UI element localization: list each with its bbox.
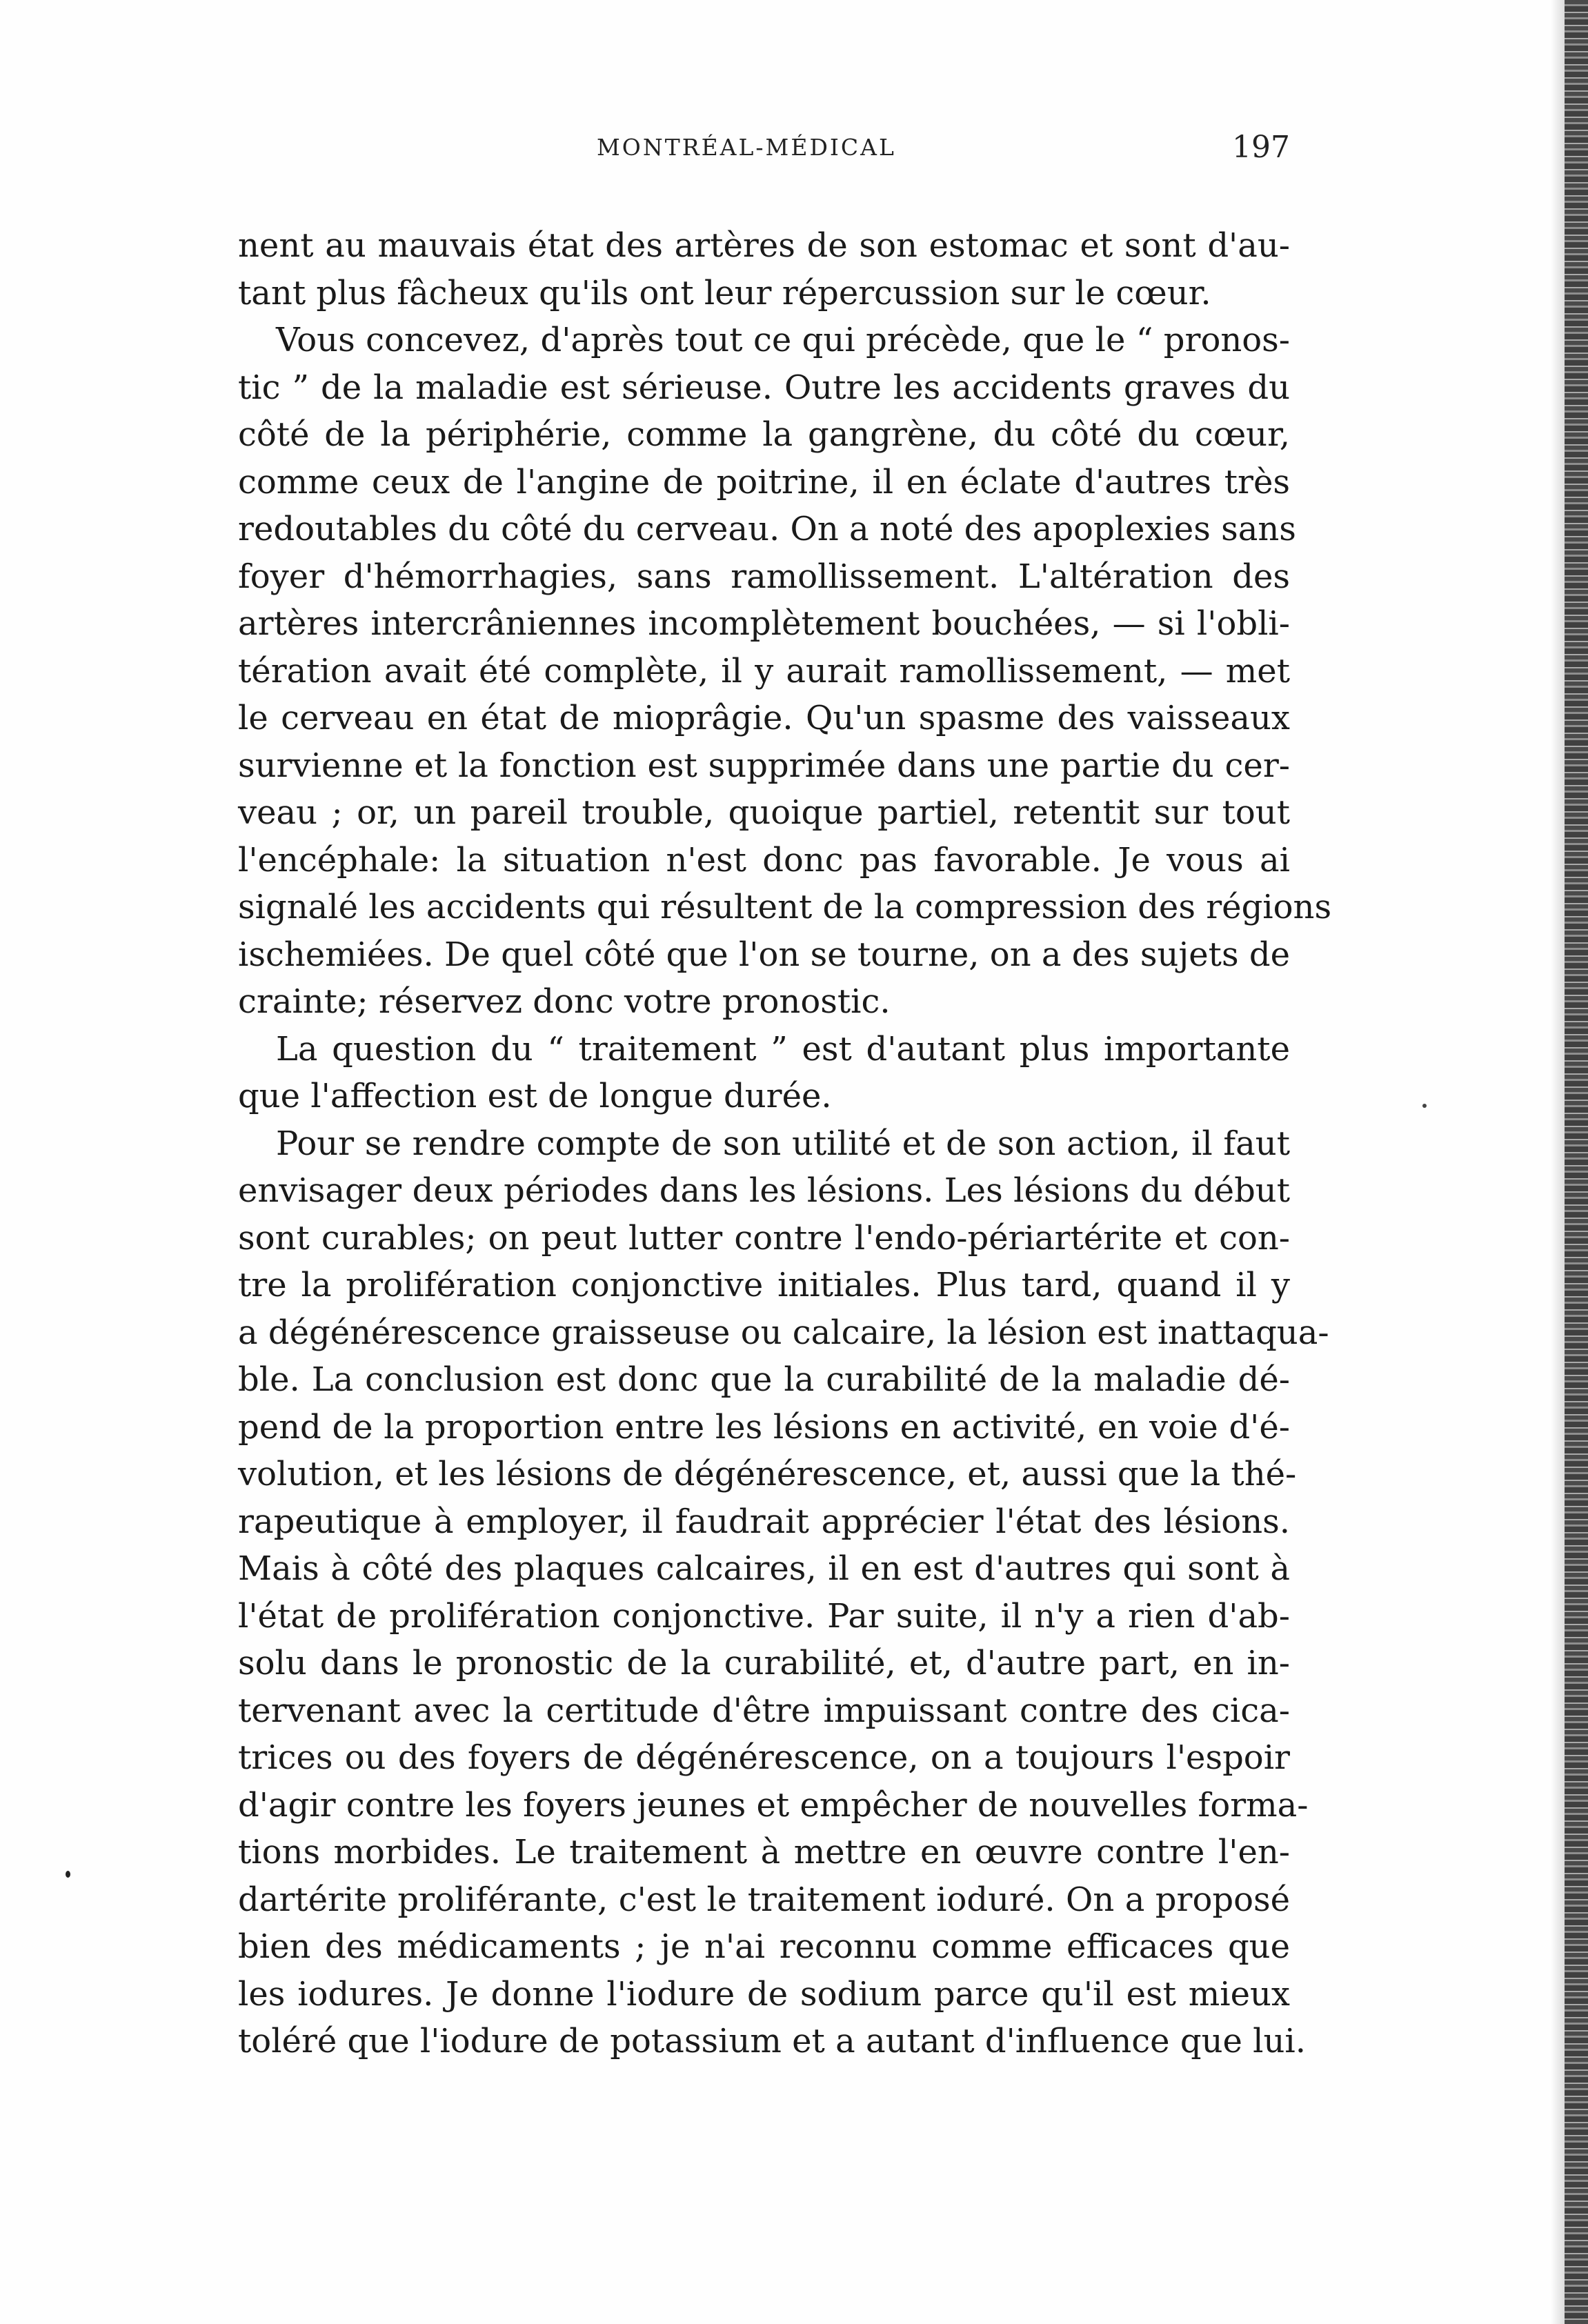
text-line: a dégénérescence graisseuse ou calcaire, la lésion est inattaqua- [238,1313,1329,1352]
text-line: tic ” de la maladie est sérieuse. Outre les accidents graves du [238,368,1290,407]
text-line: envisager deux périodes dans les lésions. Les lésions du début [238,1171,1290,1210]
text-line: Vous concevez, d'après tout ce qui précède, que le “ pronos- [276,321,1290,359]
text-line: foyer d'hémorrhagies, sans ramollissement. L'altération des [238,557,1290,596]
ink-speck [1422,1104,1427,1108]
text-line: toléré que l'iodure de potassium et a autant d'influence que lui. [238,2022,1307,2060]
text-line: Pour se rendre compte de son utilité et de son action, il faut [276,1124,1290,1163]
text-line: le cerveau en état de mioprâgie. Qu'un spasme des vaisseaux [238,699,1290,737]
text-line: crainte; réservez donc votre pronostic. [238,982,891,1021]
text-line: tre la prolifération conjonctive initiales. Plus tard, quand il y [238,1266,1290,1304]
ink-speck [66,1871,70,1878]
text-line: redoutables du côté du cerveau. On a noté des apoplexies sans [238,510,1296,548]
text-line: signalé les accidents qui résultent de la compression des régions [238,888,1332,926]
text-line: les iodures. Je donne l'iodure de sodium parce qu'il est mieux [238,1974,1290,2014]
text-line: côté de la périphérie, comme la gangrène, du côté du cœur, [238,415,1290,454]
text-line: Mais à côté des plaques calcaires, il en est d'autres qui sont à [238,1549,1290,1588]
binding-edge [1565,0,1588,2324]
text-line: survienne et la fonction est supprimée dans une partie du cer- [238,746,1290,785]
page-number: 197 [1232,130,1290,165]
text-line: l'encéphale: la situation n'est donc pas favorable. Je vous ai [238,840,1290,880]
text-line: pend de la proportion entre les lésions en activité, en voie d'é- [238,1407,1290,1447]
text-line: sont curables; on peut lutter contre l'endo-périartérite et con- [238,1218,1290,1258]
text-line: dartérite proliférante, c'est le traitement ioduré. On a proposé [238,1880,1290,1919]
text-line: ble. La conclusion est donc que la curabilité de la maladie dé- [238,1360,1290,1399]
text-line: l'état de prolifération conjonctive. Par suite, il n'y a rien d'ab- [238,1596,1290,1636]
text-line: comme ceux de l'angine de poitrine, il en éclate d'autres très [238,462,1290,501]
page-header [238,130,1290,171]
text-line: tant plus fâcheux qu'ils ont leur répercussion sur le cœur. [238,273,1211,312]
text-line: ischemiées. De quel côté que l'on se tourne, on a des sujets de [238,935,1290,974]
text-line: solu dans le pronostic de la curabilité, et, d'autre part, en in- [238,1644,1290,1682]
text-line: artères intercrâniennes incomplètement bouchées, — si l'obli- [238,604,1290,643]
binding-shadow [1551,0,1565,2324]
text-line: volution, et les lésions de dégénérescence, et, aussi que la thé- [238,1455,1297,1493]
text-line: veau ; or, un pareil trouble, quoique partiel, retentit sur tout [238,793,1290,832]
text-line: que l'affection est de longue durée. [238,1077,832,1115]
text-line: trices ou des foyers de dégénérescence, on a toujours l'espoir [238,1738,1290,1777]
text-line: tervenant avec la certitude d'être impuissant contre des cica- [238,1691,1290,1730]
body-text [238,222,1332,2065]
text-line: nent au mauvais état des artères de son estomac et sont d'au- [238,226,1290,265]
text-line: rapeutique à employer, il faudrait apprécier l'état des lésions. [238,1502,1290,1541]
text-line: bien des médicaments ; je n'ai reconnu comme efficaces que [238,1927,1290,1966]
text-line: tération avait été complète, il y aurait ramollissement, — met [238,651,1290,691]
running-head: MONTRÉAL-MÉDICAL [597,134,896,161]
text-line: d'agir contre les foyers jeunes et empêcher de nouvelles forma- [238,1785,1309,1825]
text-line: La question du “ traitement ” est d'autant plus importante [276,1029,1290,1069]
text-line: tions morbides. Le traitement à mettre en œuvre contre l'en- [238,1833,1290,1871]
